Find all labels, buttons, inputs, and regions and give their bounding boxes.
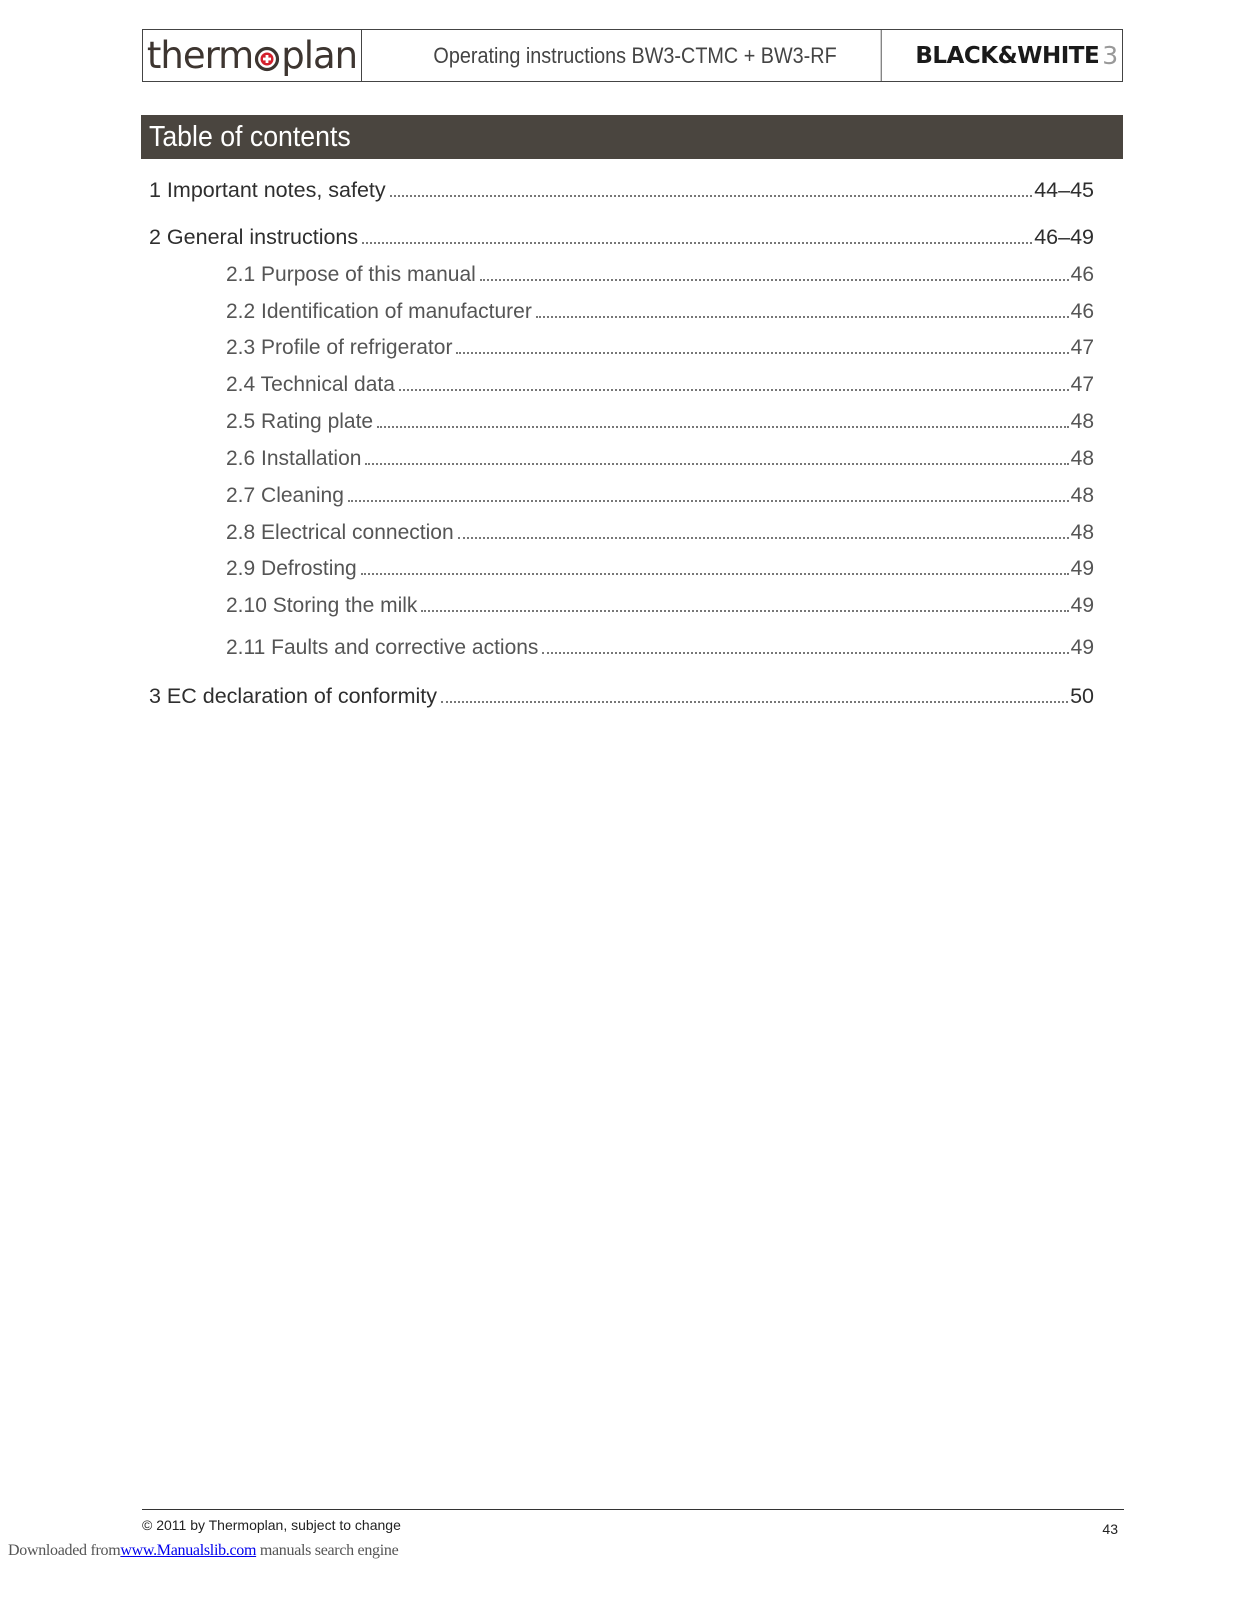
toc-entry-2-11[interactable] <box>226 636 1094 660</box>
toc-entry-label: 2 General instructions <box>149 225 359 249</box>
toc-entry-2-7[interactable] <box>226 484 1094 508</box>
download-watermark <box>8 1542 398 1560</box>
toc-entry-page: 49 <box>1070 557 1094 580</box>
toc-entry-page: 46 <box>1070 300 1094 323</box>
toc-entry-page: 48 <box>1070 410 1094 433</box>
brand-name: BLACK&WHITE <box>915 42 1100 69</box>
toc-entry-label: 2.11 Faults and corrective actions <box>226 636 539 659</box>
dot-leader <box>441 701 1068 703</box>
toc-entry-page: 49 <box>1070 594 1094 617</box>
copyright-notice: © 2011 by Thermoplan, subject to change <box>142 1517 401 1533</box>
toc-entry-label: 2.1 Purpose of this manual <box>226 263 476 286</box>
toc-entry-label: 2.7 Cleaning <box>226 484 344 507</box>
toc-heading-bar <box>141 115 1123 159</box>
toc-entry-2-5[interactable] <box>226 410 1094 434</box>
dot-leader <box>421 610 1068 612</box>
document-title: Operating instructions BW3-CTMC + BW3-RF <box>389 30 881 81</box>
toc-entry-2[interactable] <box>149 225 1094 250</box>
toc-entry-page: 46–49 <box>1034 225 1094 249</box>
toc-entry-2-2[interactable] <box>226 300 1094 324</box>
toc-entry-2-6[interactable] <box>226 447 1094 471</box>
toc-entry-page: 46 <box>1070 263 1094 286</box>
dot-leader <box>377 426 1069 428</box>
dot-leader <box>399 389 1069 391</box>
dot-leader <box>542 652 1068 654</box>
black-white-brand <box>909 30 1122 81</box>
page-header <box>142 29 1123 82</box>
logo-text-right: plan <box>281 34 358 77</box>
toc-entry-2-3[interactable] <box>226 336 1094 360</box>
dot-leader <box>456 352 1068 354</box>
dot-leader <box>362 242 1032 244</box>
toc-entry-label: 2.10 Storing the milk <box>226 594 418 617</box>
brand-number: 3 <box>1102 41 1118 70</box>
toc-entry-page: 47 <box>1070 336 1094 359</box>
toc-entry-page: 50 <box>1070 684 1094 708</box>
toc-entry-label: 2.6 Installation <box>226 447 362 470</box>
toc-entry-2-4[interactable] <box>226 373 1094 397</box>
toc-entry-page: 47 <box>1070 373 1094 396</box>
toc-entry-page: 48 <box>1070 484 1094 507</box>
toc-entry-page: 48 <box>1070 447 1094 470</box>
toc-entry-2-10[interactable] <box>226 594 1094 618</box>
page-number: 43 <box>1102 1521 1118 1537</box>
manualslib-link[interactable]: www.Manualslib.com <box>120 1542 257 1559</box>
toc-entry-1[interactable] <box>149 178 1094 203</box>
toc-entry-2-9[interactable] <box>226 557 1094 581</box>
toc-heading: Table of contents <box>149 120 351 153</box>
download-prefix: Downloaded from <box>8 1542 121 1559</box>
thermoplan-logo <box>143 30 362 81</box>
logo-text-left: therm <box>146 34 254 77</box>
dot-leader <box>458 537 1069 539</box>
dot-leader <box>390 195 1033 197</box>
toc-entry-label: 1 Important notes, safety <box>149 178 386 202</box>
toc-entry-label: 2.8 Electrical connection <box>226 521 454 544</box>
toc-entry-3[interactable] <box>149 684 1094 709</box>
download-suffix: manuals search engine <box>259 1542 399 1559</box>
footer-divider <box>142 1509 1124 1510</box>
dot-leader <box>361 573 1069 575</box>
dot-leader <box>480 279 1069 281</box>
toc-entry-label: 2.4 Technical data <box>226 373 395 396</box>
toc-entry-page: 44–45 <box>1034 178 1094 202</box>
dot-leader <box>536 316 1069 318</box>
dot-leader <box>365 463 1068 465</box>
toc-entry-label: 2.2 Identification of manufacturer <box>226 300 532 323</box>
toc-entry-label: 2.5 Rating plate <box>226 410 374 433</box>
swiss-cross-icon <box>254 46 280 72</box>
toc-entry-2-8[interactable] <box>226 521 1094 545</box>
toc-entry-2-1[interactable] <box>226 263 1094 287</box>
toc-entry-label: 2.3 Profile of refrigerator <box>226 336 453 359</box>
toc-entry-label: 3 EC declaration of conformity <box>149 684 437 708</box>
toc-entry-label: 2.9 Defrosting <box>226 557 357 580</box>
toc-entry-page: 48 <box>1070 521 1094 544</box>
toc-entry-page: 49 <box>1070 636 1094 659</box>
dot-leader <box>348 500 1069 502</box>
